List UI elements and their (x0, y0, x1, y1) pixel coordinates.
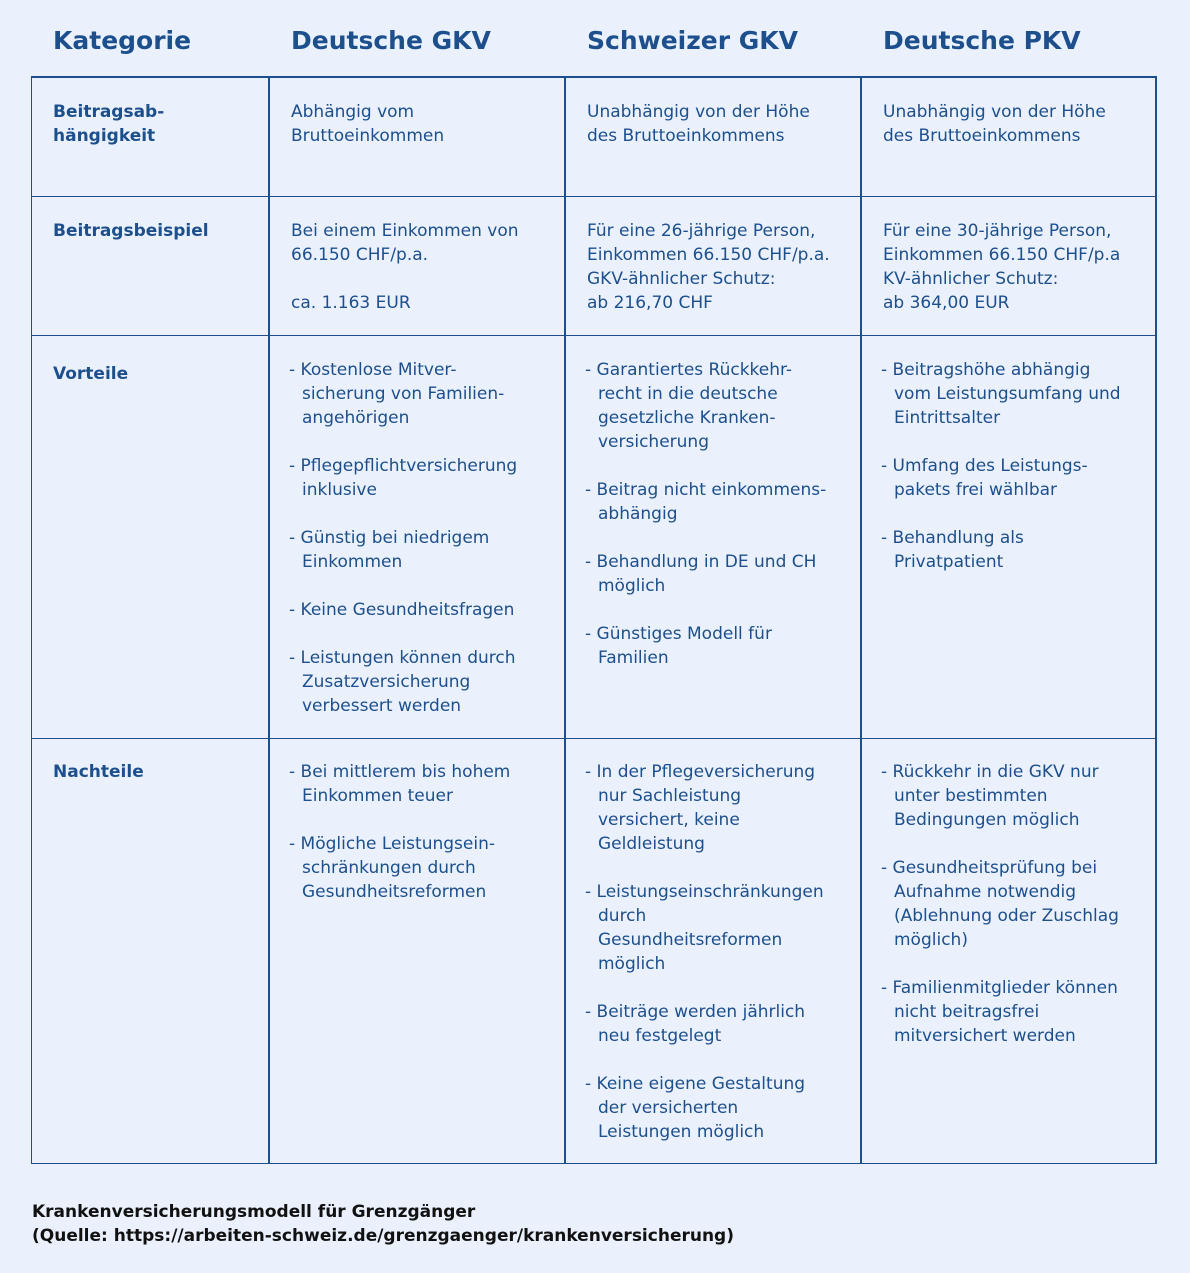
list-item: - Bei mittlerem bis hohem Einkommen teuer (289, 762, 511, 806)
advantages-list (881, 358, 1149, 574)
header-deutsche-gkv: Deutsche GKV (291, 26, 491, 55)
list-item: - Behandlung als Privatpatient (881, 528, 1024, 572)
list-item: - Günstig bei niedrigem Einkommen (289, 528, 490, 572)
cell-text: Unabhängig von der Höhe des Bruttoeinkommens (587, 102, 810, 146)
list-item: - Mögliche Leistungsein- schränkungen durch Gesundheitsreformen (289, 834, 495, 902)
advantages-list (585, 358, 851, 670)
cell-pkv-vorteile (881, 358, 1149, 574)
list-item: - Pflegepflichtversicherung inklusive (289, 456, 518, 500)
advantages-list (289, 358, 555, 718)
column-divider (268, 76, 270, 1164)
row-label-vorteile: Vorteile (53, 364, 129, 384)
disadvantages-list (881, 760, 1149, 1048)
column-divider (1155, 76, 1157, 1164)
row-divider (31, 335, 1157, 336)
list-item: - Beitragshöhe abhängig vom Leistungsumfang und Eintrittsalter (881, 360, 1121, 428)
list-item: - Familienmitglieder können nicht beitragsfrei mitversichert werden (881, 978, 1118, 1046)
list-item: - Günstiges Modell für Familien (585, 624, 772, 668)
list-item: - Gesundheitsprüfung bei Aufnahme notwendig (Ablehnung oder Zuschlag möglich) (881, 858, 1119, 950)
list-item: - In der Pflegeversicherung nur Sachleistung versichert, keine Geldleistung (585, 762, 816, 854)
cell-text: Für eine 30-jährige Person, Einkommen 66.150 CHF/p.a KV-ähnlicher Schutz: ab 364,00 EUR (883, 221, 1121, 313)
cell-pkv-beitragsbeispiel (883, 219, 1145, 315)
row-divider (31, 738, 1157, 739)
list-item: - Beitrag nicht einkommens- abhängig (585, 480, 827, 524)
cell-gkv-vorteile (289, 358, 555, 718)
header-schweizer-gkv: Schweizer GKV (587, 26, 799, 55)
list-item: - Behandlung in DE und CH möglich (585, 552, 817, 596)
table-header (0, 26, 1190, 66)
cell-text: Abhängig vom Bruttoeinkommen (291, 102, 445, 146)
cell-gkv-beitragsabhaengigkeit (291, 100, 551, 148)
list-item: - Keine eigene Gestaltung der versicherten Leistungen möglich (585, 1074, 806, 1142)
disadvantages-list (585, 760, 851, 1144)
disadvantages-list (289, 760, 555, 904)
cell-gkv-beitragsbeispiel (291, 219, 553, 315)
cell-pkv-nachteile (881, 760, 1149, 1048)
list-item: - Kostenlose Mitver- sicherung von Familien- angehörigen (289, 360, 505, 428)
list-item: - Keine Gesundheitsfragen (289, 600, 515, 620)
row-label-beitragsabhaengigkeit: Beitragsab- hängigkeit (53, 102, 165, 146)
cell-ch-gkv-beitragsbeispiel (587, 219, 849, 315)
cell-pkv-beitragsabhaengigkeit (883, 100, 1145, 148)
cell-text: Bei einem Einkommen von 66.150 CHF/p.a. (291, 221, 519, 265)
list-item: - Rückkehr in die GKV nur unter bestimmten Bedingungen möglich (881, 762, 1099, 830)
caption-title: Krankenversicherungsmodell für Grenzgänger (32, 1202, 476, 1222)
cell-text: ca. 1.163 EUR (291, 293, 411, 313)
cell-ch-gkv-nachteile (585, 760, 851, 1144)
list-item: - Beiträge werden jährlich neu festgelegt (585, 1002, 806, 1046)
list-item: - Leistungseinschränkungen durch Gesundheitsreformen möglich (585, 882, 824, 974)
list-item: - Umfang des Leistungs- pakets frei wählbar (881, 456, 1088, 500)
cell-gkv-nachteile (289, 760, 555, 904)
cell-ch-gkv-vorteile (585, 358, 851, 670)
cell-ch-gkv-beitragsabhaengigkeit (587, 100, 847, 148)
cell-text: Für eine 26-jährige Person, Einkommen 66.150 CHF/p.a. GKV-ähnlicher Schutz: ab 216,70 CHF (587, 221, 830, 313)
caption-source: (Quelle: https://arbeiten-schweiz.de/grenzgaenger/krankenversicherung) (32, 1226, 734, 1246)
header-deutsche-pkv: Deutsche PKV (883, 26, 1081, 55)
list-item: - Leistungen können durch Zusatzversicherung verbessert werden (289, 648, 516, 716)
header-kategorie: Kategorie (53, 26, 192, 55)
column-divider (564, 76, 566, 1164)
cell-text: Unabhängig von der Höhe des Bruttoeinkommens (883, 102, 1106, 146)
row-divider (31, 196, 1157, 197)
list-item: - Garantiertes Rückkehr- recht in die deutsche gesetzliche Kranken- versicherung (585, 360, 793, 452)
row-label-nachteile: Nachteile (53, 762, 144, 782)
column-divider (860, 76, 862, 1164)
figure-caption (32, 1200, 1152, 1248)
row-label-beitragsbeispiel: Beitragsbeispiel (53, 221, 209, 241)
